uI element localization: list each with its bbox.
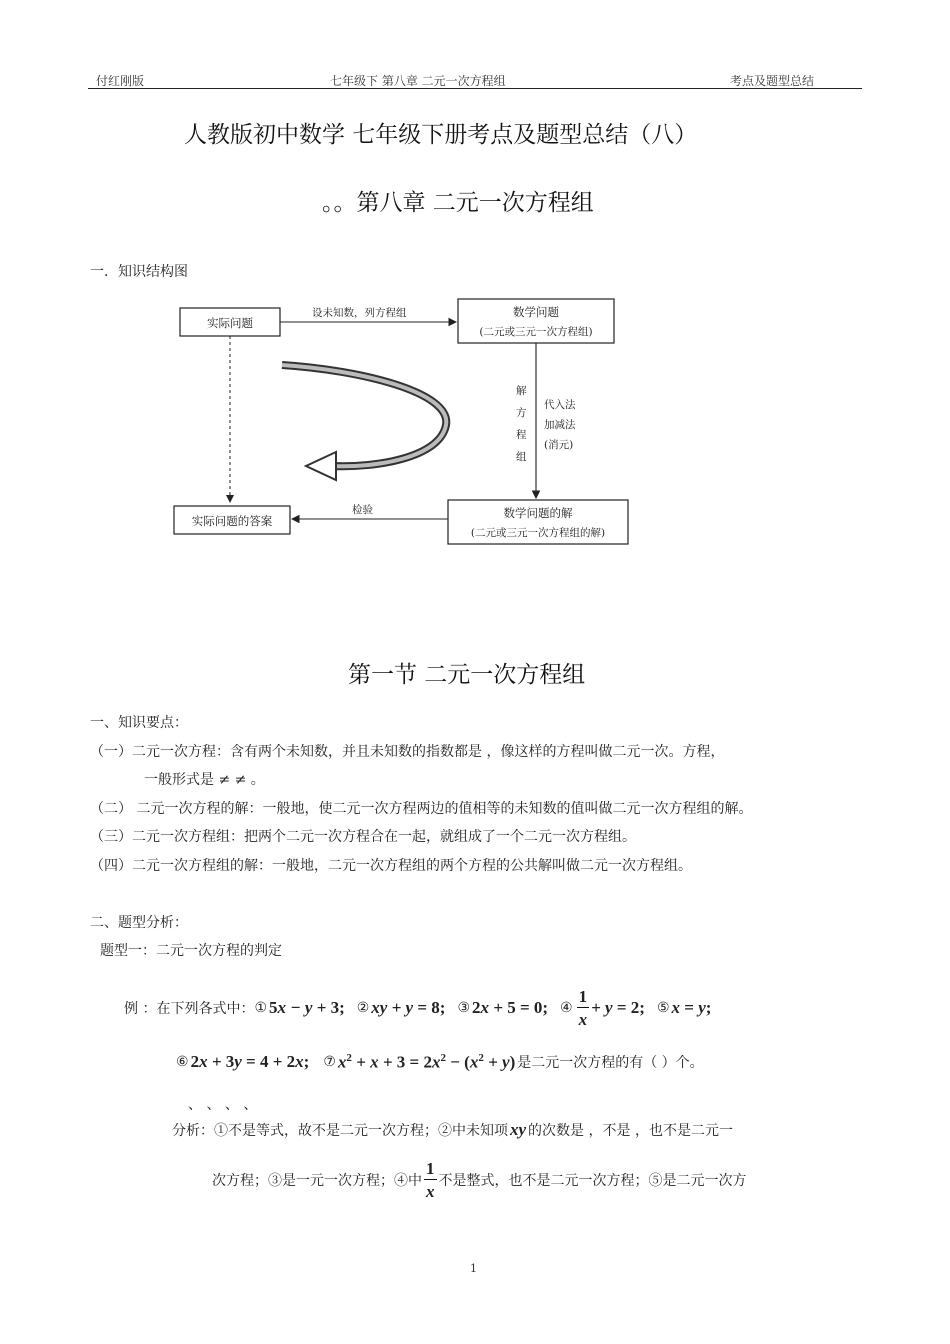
question-tail: 是二元一次方程的有（ ）个。: [517, 1055, 704, 1072]
header-left: 付红刚版: [96, 74, 145, 88]
xy-term: xy: [510, 1120, 527, 1139]
header-rule: [88, 88, 862, 89]
analysis-line-2a: 次方程；③是一元一次方程；④中: [212, 1173, 422, 1189]
eq6-marker: ⑥: [176, 1054, 189, 1071]
method-note: (消元): [544, 439, 574, 451]
analysis-heading: 二、题型分析：: [90, 915, 188, 931]
method-elimination: 加减法: [544, 419, 576, 431]
main-title: 人教版初中数学 七年级下册考点及题型总结（八）: [184, 122, 698, 148]
one-over-x: $\frac{1}{x}$: [426, 1159, 435, 1201]
knowledge-item-1: （一）二元一次方程：含有两个未知数，并且未知数的指数都是 ，像这样的方程叫做二元一次。方程，: [90, 744, 725, 760]
eq1-marker: ①: [254, 1000, 268, 1016]
analysis-line-2b: 不是整式，也不是二元一次方程；⑤是二元一次方: [438, 1173, 747, 1189]
section-title: 第一节 二元一次方程组: [348, 662, 586, 688]
eq2-expression: xy + y = 8;: [371, 998, 446, 1017]
page-number: 1: [470, 1262, 477, 1275]
eq4-expression: $\frac{1}{x}$ + y = 2;: [578, 987, 645, 1029]
analysis-line-1: [172, 1120, 733, 1140]
vertical-label-3: 程: [516, 429, 527, 441]
analysis-line-1a: 分析：①不是等式，故不是二元一次方程；②中未知项: [172, 1123, 508, 1139]
knowledge-item-1-form: 一般形式是 ≠ ≠ 。: [144, 772, 265, 788]
diagram-heading: 一．知识结构图: [90, 264, 188, 280]
eq3-expression: 2x + 5 = 0;: [472, 998, 549, 1017]
type1-heading: 题型一：二元一次方程的判定: [100, 943, 282, 959]
chapter-title: 。。第八章 二元一次方程组: [322, 190, 594, 216]
example-line-1: [124, 988, 711, 1028]
example-line-2: [176, 1052, 704, 1073]
edge-set-unknowns-label: 设未知数，列方程组: [312, 307, 407, 319]
knowledge-item-4: （四）二元一次方程组的解：一般地，二元一次方程组的两个方程的公共解叫做二元一次方程组。: [90, 858, 692, 874]
box-math-solution-line1: 数学问题的解: [503, 506, 573, 520]
knowledge-item-2: （二） 二元一次方程的解：一般地，使二元一次方程两边的值相等的未知数的值叫做二元一次方程组的解。: [90, 801, 753, 817]
eq6-expression: 2x + 3y = 4 + 2x;: [190, 1052, 310, 1072]
eq4-marker: ④: [560, 1000, 573, 1016]
example-prefix: 例 ：在下列各式中：: [124, 1001, 255, 1017]
header-center: 七年级下 第八章 二元一次方程组: [330, 74, 506, 88]
knowledge-item-3: （三）二元一次方程组：把两个二元一次方程合在一起，就组成了一个二元一次方程组。: [90, 829, 636, 845]
eq7-marker: ⑦: [323, 1054, 336, 1071]
vertical-label-1: 解: [516, 385, 527, 397]
eq1-expression: 5x − y + 3;: [269, 998, 345, 1017]
analysis-line-1b: 的次数是 ，不是 ，也不是二元一: [528, 1123, 733, 1139]
vertical-label-2: 方: [516, 407, 527, 419]
box-math-problem-line1: 数学问题: [513, 305, 559, 319]
eq5-marker: ⑤: [656, 1000, 670, 1016]
box-real-problem-label: 实际问题: [207, 316, 253, 330]
curved-arrow-icon: [282, 365, 446, 480]
answer-commas: 、 、 、 、: [188, 1097, 258, 1113]
eq2-marker: ②: [356, 1000, 370, 1016]
box-math-solution-line2: (二元或三元一次方程组的解): [470, 527, 606, 539]
eq5-expression: x = y;: [671, 998, 712, 1017]
eq7-expression: $x^2 + x + 3 = 2x^2 - (x^2 + y)$: [337, 1052, 516, 1072]
box-math-problem-line2: (二元或三元一次方程组): [479, 326, 593, 338]
edge-check-label: 检验: [352, 504, 373, 516]
header-right: 考点及题型总结: [730, 74, 815, 88]
method-substitution: 代入法: [544, 399, 576, 411]
analysis-line-2: [212, 1160, 747, 1200]
eq3-marker: ③: [457, 1000, 470, 1016]
box-real-answer-label: 实际问题的答案: [191, 514, 273, 528]
knowledge-heading: 一、知识要点：: [90, 715, 188, 731]
vertical-label-4: 组: [516, 451, 527, 463]
knowledge-structure-diagram: [160, 290, 640, 560]
